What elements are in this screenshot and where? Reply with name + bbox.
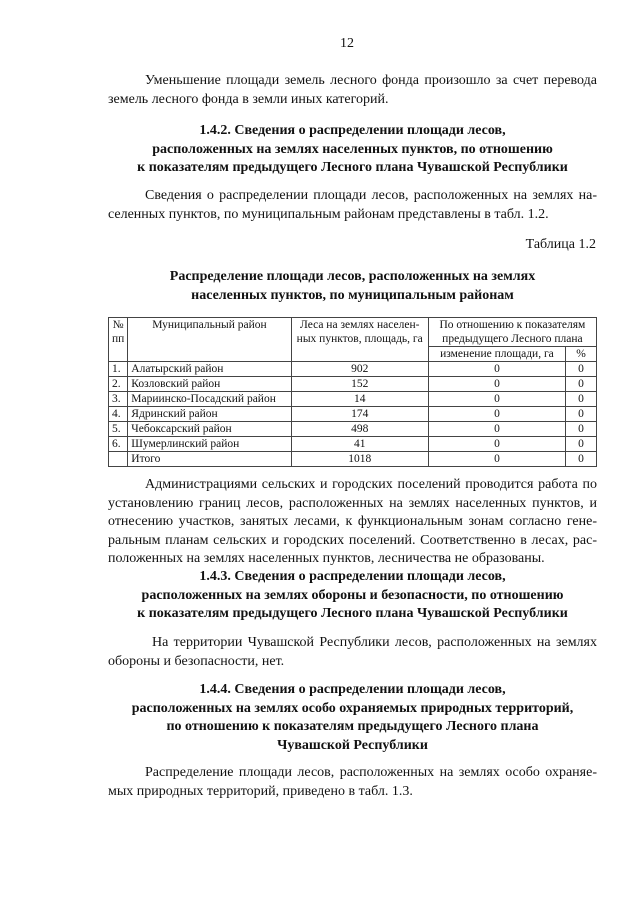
page-number: 12: [340, 36, 354, 51]
cell-num: [109, 452, 128, 467]
heading-line: к показателям предыдущего Лесного плана Чувашской Республики: [137, 160, 568, 175]
cell-percent: 0: [566, 392, 597, 407]
table-row: [109, 362, 597, 377]
paragraph-protected-areas: Распределение площади лесов, расположенных на землях особо охраняемых природных территорий, приведено в табл. 1.3.: [108, 765, 597, 799]
header-change: изменение площади, га: [428, 347, 565, 362]
cell-percent: 0: [566, 407, 597, 422]
heading-line: по отношению к показателям предыдущего Лесного плана: [166, 719, 539, 734]
cell-area: 152: [291, 377, 428, 392]
cell-area: 41: [291, 437, 428, 452]
cell-num: 6.: [109, 437, 128, 452]
cell-district: Алатырский район: [128, 362, 291, 377]
heading-line: расположенных на землях обороны и безопасности, по отношению: [141, 587, 564, 603]
table-title-line: населенных пунктов, по муниципальным районам: [191, 287, 514, 303]
districts-table: [108, 317, 597, 467]
cell-num: 1.: [109, 362, 128, 377]
table-title-line: Распределение площади лесов, расположенных на землях: [169, 269, 536, 284]
table-caption: Таблица 1.2: [525, 237, 596, 252]
cell-area: 174: [291, 407, 428, 422]
table-row: [109, 377, 597, 392]
cell-change: 0: [428, 407, 565, 422]
table-row: [109, 392, 597, 407]
cell-change: 0: [428, 392, 565, 407]
cell-change: 0: [428, 452, 565, 467]
cell-percent: 0: [566, 452, 597, 467]
cell-change: 0: [428, 437, 565, 452]
heading-1-4-2: [108, 122, 597, 178]
cell-num: 4.: [109, 407, 128, 422]
heading-line: 1.4.4. Сведения о распределении площади лесов,: [199, 682, 506, 697]
cell-area: 1018: [291, 452, 428, 467]
cell-district: Козловский район: [128, 377, 291, 392]
header-district: Муниципальный район: [128, 318, 291, 362]
header-comparison: По отношению к показателям предыдущего Лесного плана: [428, 318, 596, 347]
paragraph-defense-lands: На территории Чувашской Республики лесов, расположенных на землях обороны и безопасности, нет.: [108, 635, 597, 669]
heading-line: к показателям предыдущего Лесного плана Чувашской Республики: [137, 606, 568, 621]
cell-percent: 0: [566, 422, 597, 437]
cell-num: 5.: [109, 422, 128, 437]
cell-percent: 0: [566, 362, 597, 377]
header-area: Леса на землях населенных пунктов, площадь, га: [291, 318, 428, 362]
heading-line: расположенных на землях населенных пунктов, по отношению: [152, 141, 553, 157]
heading-line: 1.4.3. Сведения о распределении площади лесов,: [199, 569, 506, 584]
heading-line: Чувашской Республики: [277, 737, 428, 753]
cell-area: 902: [291, 362, 428, 377]
cell-num: 2.: [109, 377, 128, 392]
cell-percent: 0: [566, 377, 597, 392]
cell-num: 3.: [109, 392, 128, 407]
paragraph-table-reference: Сведения о распределении площади лесов, расположенных на землях населенных пунктов, по муниципальным районам представлены в табл. 1.2.: [108, 188, 597, 222]
heading-1-4-4: [108, 681, 597, 755]
heading-1-4-3: [108, 568, 597, 624]
cell-change: 0: [428, 362, 565, 377]
cell-change: 0: [428, 377, 565, 392]
paragraph-administrations: Администрациями сельских и городских поселений проводится работа по установлению границ лесов, расположенных на землях населенных пунктов, и отнесению участков, занятых лесами, к функциональным зонам согласно генеральным планам сельских и городских поселений. Соответственно в лесах, расположенных на землях населенных пунктов, лесничества не образованы.: [108, 477, 597, 566]
cell-change: 0: [428, 422, 565, 437]
heading-line: 1.4.2. Сведения о распределении площади лесов,: [199, 123, 506, 138]
cell-district: Чебоксарский район: [128, 422, 291, 437]
header-num: № пп: [109, 318, 128, 362]
cell-district: Ядринский район: [128, 407, 291, 422]
cell-district: Мариинско-Посадский район: [128, 392, 291, 407]
cell-area: 498: [291, 422, 428, 437]
cell-area: 14: [291, 392, 428, 407]
cell-district: Шумерлинский район: [128, 437, 291, 452]
cell-district: Итого: [128, 452, 291, 467]
table-row: [109, 422, 597, 437]
table-row: [109, 437, 597, 452]
table-row: [109, 407, 597, 422]
paragraph-forest-reduction: Уменьшение площади земель лесного фонда произошло за счет перевода земель лесного фонда в земли иных категорий.: [108, 73, 597, 107]
cell-percent: 0: [566, 437, 597, 452]
header-percent: %: [566, 347, 597, 362]
table-row: [109, 452, 597, 467]
table-title: [108, 268, 597, 305]
heading-line: расположенных на землях особо охраняемых природных территорий,: [131, 700, 574, 716]
